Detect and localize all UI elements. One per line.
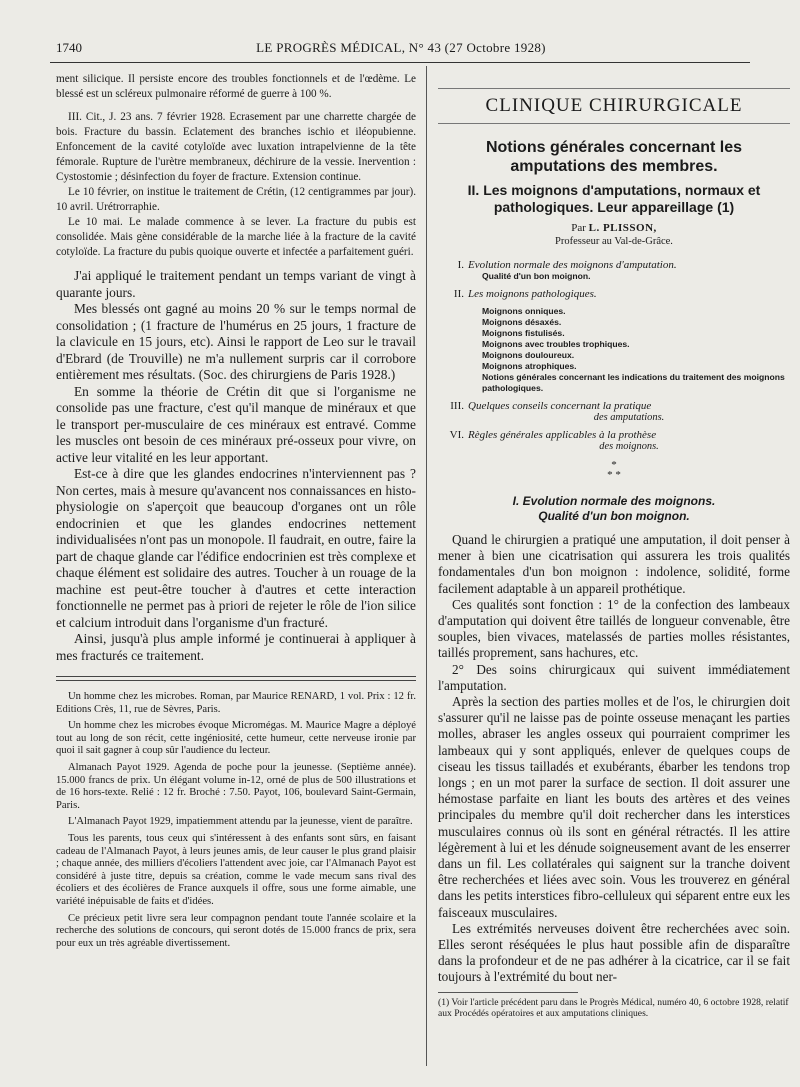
outline-item-3: III. Quelques conseils concernant la pratique [450, 400, 652, 412]
outline-sublist [438, 306, 790, 394]
double-rule [56, 676, 416, 681]
section-title: CLINIQUE CHIRURGICALE [438, 88, 790, 124]
book-note: Un homme chez les microbes évoque Micromégas. M. Maurice Magre a déployé tout au long de son récit, cette ingéniosité, cette humeur, cette nerveuse ironie par quoi il sait gagner à coup sûr l'audience du lecteur. [56, 720, 416, 757]
outline-subitem: Moignons désaxés. [482, 317, 562, 327]
outline-subitem: Moignons onniques. [482, 306, 566, 316]
paragraph: Les extrémités nerveuses doivent être recherchées avec soin. Elles seront réséquées le plus haut possible afin de disparaître dans la profondeur et de ne pas adhérer à la cicatrice, car il se fait toujours à l'extrémité du bout ner- [438, 920, 790, 985]
byline-prefix: Par [571, 222, 586, 234]
paragraph: Ainsi, jusqu'à plus ample informé je continuerai à appliquer à mes fracturés ce traitement. [56, 631, 416, 663]
outline-subitem: Notions générales concernant les indications du traitement des moignons pathologiques. [482, 372, 785, 393]
paragraph: 2° Des soins chirurgicaux qui suivent immédiatement l'amputation. [438, 661, 790, 693]
page-header [56, 40, 746, 60]
outline-item-3-cont: des amputations. [593, 412, 665, 423]
book-note: Almanach Payot 1929. Agenda de poche pour la jeunesse. (Septième année). 15.000 francs de prix. Un élégant volume in-12, orné de plus de 500 illustrations et de 16 hors-texte. Relié : 12 fr. Broché : 7.50. Payot, 106, boulevard Saint-Germain, Paris. [56, 761, 416, 811]
paragraph: Après la section des parties molles et de l'os, le chirurgien doit s'assurer qu'il ne laisse pas de pointe osseuse menaçant les parties molles, abraser les angles osseux qui pourraient comprimer les lambeaux qui y sont appliqués, enlever de quelques coups de ciseau les tissus tailladés et exubérants, ébarber les tendons trop longs ; en un mot parer la surface de section. Il doit assurer une hémostase parfaite en liant les bouts des artères et des veines principales du membre qu'il doit rechercher dans les interstices musculaires connus où ils sont en général rétractés. Il les attire légèrement à lui et les dénude soigneusement avant de les enserrer dans un fil. Les collatérales qui saignent sur la tranche doivent être recherchées et liées avec soin. Vous les trouverez en général dans les petits interstices fibro-celluleux qui séparent entre eux les faisceaux musculaires. [438, 694, 790, 920]
outline-subitem: Moignons atrophiques. [482, 361, 577, 371]
paragraph: J'ai appliqué le traitement pendant un temps variant de vingt à quarante jours. [56, 268, 416, 300]
article-title: Notions générales concernant les amputations des membres. [485, 139, 743, 175]
journal-title: LE PROGRÈS MÉDICAL, N° 43 (27 Octobre 1928) [256, 40, 546, 55]
case-3-outcome: Le 10 mai. Le malade commence à se lever. La fracture du pubis est consolidée. Mais gène considérable de la marche liée à la fracture de la cavité cotyloïde. La fracture du pubis quoique ouverte et infectée a parfaitement guéri. [56, 216, 416, 258]
left-column [56, 72, 416, 954]
discussion [56, 268, 416, 664]
paragraph: En somme la théorie de Crétin dit que si l'organisme ne consolide pas une fracture, c'est qu'il manque de minéraux et que le transport per-musculaire de ces minéraux est entravé. Comme les muscles ont besoin de ces minéraux pré-osseux pour vivre, on active leur vitalité en les leur apportant. [56, 383, 416, 465]
paragraph: Est-ce à dire que les glandes endocrines n'interviennent pas ? Non certes, mais à mesure qu'avancent nos connaissances en histo-physiologie on s'aperçoit que beaucoup d'organes ont un rôle endocrinien et que les glandes endocrines nettement individualisées n'ont pas un monopole. Il faudrait, en outre, faire la part de chaque glande car l'édifice endocrinien est très complexe et chaque élément est solidaire des autres. Toucher à un rouage de la machine est peut-être toucher à d'autres et cette interaction fonctionnelle ne permet pas à priori de rejeter le rôle de l'ion silice et calcium introduit dans l'organisme d'un fracturé. [56, 466, 416, 630]
outline-item-4-cont: des moignons. [599, 441, 659, 452]
outline-subitem: Moignons avec troubles trophiques. [482, 339, 630, 349]
byline [438, 222, 790, 234]
outline-subitem: Qualité d'un bon moignon. [482, 271, 591, 281]
case-continuation: ment silicique. Il persiste encore des troubles fonctionnels et de l'œdème. Le blessé est un scléreux pulmonaire réformé de guerre à 100 %. [56, 73, 416, 100]
chapter-title: I. Evolution normale des moignons. Qualité d'un bon moignon. [512, 494, 716, 523]
outline-subitem: Moignons fistulisés. [482, 328, 565, 338]
paragraph: Ces qualités sont fonction : 1° de la confection des lambeaux d'amputation qui doivent être taillés de longueur convenable, être souples, bien vivaces, matelassés de parties molles résistantes, taillés proprement, sans hachures, etc. [438, 596, 790, 661]
article-subtitle: II. Les moignons d'amputations, normaux et pathologiques. Leur appareillage (1) [467, 182, 761, 215]
article-body [438, 532, 790, 986]
outline-subitem: Moignons douloureux. [482, 350, 575, 360]
header-rule [50, 62, 750, 63]
case-report [56, 72, 416, 260]
book-note: Un homme chez les microbes. Roman, par Maurice RENARD, 1 vol. Prix : 12 fr. Editions Crès, 11, rue de Sèvres, Paris. [56, 691, 416, 715]
case-3-treatment: Le 10 février, on institue le traitement de Crétin, (12 centigrammes par jour). 10 avril. Urétrorraphie. [56, 186, 416, 213]
book-notes [56, 691, 416, 950]
book-note: Tous les parents, tous ceux qui s'intéressent à des enfants sont sûrs, en faisant cadeau de l'Almanach Payot, à leurs jeunes amis, de leur causer le plus grand plaisir ; chaque année, des milliers d'écoliers l'attendent avec joie, car l'Almanach Payot est considéré à juste titre, depuis sa création, comme le vade mecum sans rival des écoliers et des écolières de France auxquels il offre, sous une forme aimable, une variété inépuisable de faits et d'idées. [56, 832, 416, 907]
author-name: L. PLISSON, [588, 222, 657, 234]
outline-item-2: II. Les moignons pathologiques. [453, 288, 597, 300]
footnote: (1) Voir l'article précédent paru dans le Progrès Médical, numéro 40, 6 octobre 1928, relatif aux Procédés opératoires et aux amputations cliniques. [438, 996, 789, 1020]
outline-item-4: VI. Règles générales applicables à la prothèse [449, 429, 657, 441]
case-3: III. Cit., J. 23 ans. 7 février 1928. Ecrasement par une charrette chargée de bois. Fracture du bassin. Eclatement des branches ischio et iléopubienne. Enfoncement de la cavité cotyloïde avec luxation intrapelvienne de la tête fémorale. Rupture de l'urètre membraneux, déchirure de la vessie. Inervention : Cystostomie ; désinfection du foyer de fracture. Extension continue. [56, 111, 416, 183]
book-note: Ce précieux petit livre sera leur compagnon pendant toute l'année scolaire et la recherche des solutions de concours, qui seront dotés de 15.000 francs de prix, sera pour eux un très agréable divertissement. [56, 912, 416, 949]
right-column [438, 72, 790, 1020]
footnote-rule [438, 992, 578, 993]
column-separator [426, 66, 427, 1066]
paragraph: Mes blessés ont gagné au moins 20 % sur le temps normal de consolidation ; (1 fracture de l'humérus en 25 jours, 1 fracture de la clavicule en 15 jours, etc). Ainsi le rapport de Leo sur le travail d'Ebrard (de Trouville) ne m'a nullement surpris car il corrobore entièrement mes résultats. (Soc. des chirurgiens de Paris 1928.) [56, 301, 416, 382]
article-outline [438, 259, 790, 452]
page-number: 1740 [56, 40, 82, 55]
asterism: * * * [607, 459, 621, 481]
author-affiliation: Professeur au Val-de-Grâce. [555, 236, 673, 247]
book-note: L'Almanach Payot 1929, impatiemment attendu par la jeunesse, vient de paraître. [68, 816, 413, 828]
paragraph: Quand le chirurgien a pratiqué une amputation, il doit penser à mener à bien une cicatrisation qui assurera les trois qualités fondamentales d'un bon moignon : indolence, solidité, forme facilement adaptable à un appareil prothétique. [438, 532, 790, 596]
outline-item-1: I. Evolution normale des moignons d'amputation. [457, 259, 677, 271]
